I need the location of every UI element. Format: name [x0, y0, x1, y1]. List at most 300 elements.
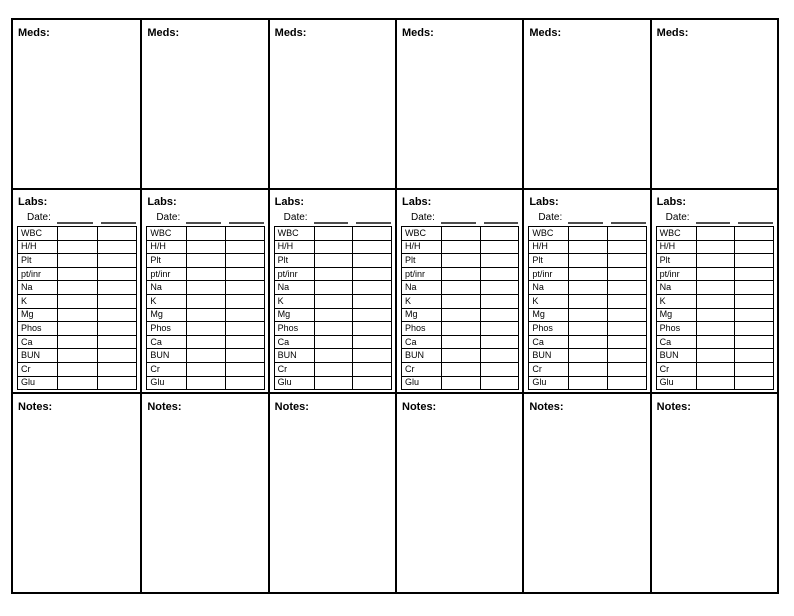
- lab-table-body: [656, 227, 773, 390]
- lab-row: [529, 294, 646, 308]
- lab-row: [529, 227, 646, 241]
- lab-value-cell: [225, 267, 264, 281]
- lab-value-cell: [97, 322, 137, 336]
- date-blank-line: [314, 219, 349, 224]
- lab-row: [656, 254, 773, 268]
- date-blank-line: [229, 219, 264, 224]
- lab-row-label: Glu: [147, 376, 187, 390]
- date-blank-line: [611, 219, 646, 224]
- lab-table: [146, 226, 264, 390]
- lab-row: [18, 308, 137, 322]
- lab-row: [529, 362, 646, 376]
- lab-value-cell: [314, 376, 353, 390]
- lab-row: [147, 376, 264, 390]
- lab-value-cell: [225, 322, 264, 336]
- lab-value-cell: [442, 335, 481, 349]
- lab-value-cell: [442, 267, 481, 281]
- lab-value-cell: [97, 254, 137, 268]
- lab-value-cell: [97, 281, 137, 295]
- labs-section: [652, 190, 777, 394]
- lab-row-label: Plt: [656, 254, 696, 268]
- notes-section: [270, 394, 395, 592]
- lab-value-cell: [442, 254, 481, 268]
- lab-value-cell: [58, 335, 98, 349]
- lab-row: [18, 281, 137, 295]
- lab-value-cell: [187, 349, 226, 363]
- lab-value-cell: [187, 240, 226, 254]
- lab-value-cell: [225, 240, 264, 254]
- lab-row-label: Cr: [529, 362, 569, 376]
- lab-row-label: Ca: [147, 335, 187, 349]
- lab-value-cell: [480, 322, 519, 336]
- lab-value-cell: [569, 281, 608, 295]
- lab-row: [274, 322, 391, 336]
- lab-row: [18, 362, 137, 376]
- lab-row: [274, 254, 391, 268]
- lab-row-label: Ca: [656, 335, 696, 349]
- lab-row-label: Phos: [402, 322, 442, 336]
- lab-value-cell: [480, 349, 519, 363]
- lab-value-cell: [607, 335, 646, 349]
- date-blank-line: [356, 219, 391, 224]
- lab-value-cell: [97, 294, 137, 308]
- lab-value-cell: [569, 294, 608, 308]
- notes-label: Notes:: [402, 401, 437, 413]
- labs-section: [397, 190, 522, 394]
- lab-row-label: pt/inr: [274, 267, 314, 281]
- lab-value-cell: [187, 227, 226, 241]
- lab-row: [529, 267, 646, 281]
- lab-row-label: Cr: [18, 362, 58, 376]
- lab-value-cell: [442, 349, 481, 363]
- lab-value-cell: [314, 227, 353, 241]
- lab-value-cell: [225, 294, 264, 308]
- lab-row-label: Mg: [18, 308, 58, 322]
- date-label: Date:: [156, 212, 181, 223]
- lab-row-label: H/H: [147, 240, 187, 254]
- lab-row-label: pt/inr: [147, 267, 187, 281]
- lab-row-label: K: [656, 294, 696, 308]
- lab-row-label: K: [18, 294, 58, 308]
- lab-value-cell: [480, 362, 519, 376]
- lab-value-cell: [735, 240, 774, 254]
- lab-row: [656, 362, 773, 376]
- lab-row-label: K: [402, 294, 442, 308]
- lab-row-label: Glu: [529, 376, 569, 390]
- lab-row-label: K: [529, 294, 569, 308]
- lab-row-label: BUN: [529, 349, 569, 363]
- lab-row-label: Phos: [656, 322, 696, 336]
- lab-value-cell: [607, 349, 646, 363]
- lab-value-cell: [696, 240, 735, 254]
- lab-row: [529, 335, 646, 349]
- lab-value-cell: [696, 294, 735, 308]
- lab-row-label: WBC: [529, 227, 569, 241]
- lab-row-label: Plt: [147, 254, 187, 268]
- lab-row: [529, 376, 646, 390]
- lab-row: [402, 308, 519, 322]
- lab-row: [656, 267, 773, 281]
- meds-section: [270, 20, 395, 190]
- lab-value-cell: [569, 240, 608, 254]
- lab-row: [147, 335, 264, 349]
- lab-value-cell: [225, 227, 264, 241]
- lab-value-cell: [58, 349, 98, 363]
- lab-row-label: H/H: [18, 240, 58, 254]
- date-label: Date:: [283, 212, 308, 223]
- lab-value-cell: [607, 362, 646, 376]
- notes-section: [13, 394, 140, 592]
- labs-label: Labs:: [274, 196, 304, 208]
- lab-row: [147, 349, 264, 363]
- lab-row-label: Mg: [274, 308, 314, 322]
- labs-section: [524, 190, 649, 394]
- lab-row-label: Ca: [402, 335, 442, 349]
- lab-value-cell: [480, 227, 519, 241]
- date-row: [401, 210, 519, 224]
- lab-row-label: Mg: [656, 308, 696, 322]
- lab-row-label: pt/inr: [402, 267, 442, 281]
- lab-value-cell: [569, 335, 608, 349]
- lab-row: [147, 308, 264, 322]
- date-row: [528, 210, 646, 224]
- lab-table-body: [147, 227, 264, 390]
- lab-row-label: Phos: [147, 322, 187, 336]
- lab-value-cell: [314, 254, 353, 268]
- lab-row-label: Phos: [274, 322, 314, 336]
- lab-row: [656, 240, 773, 254]
- lab-value-cell: [97, 376, 137, 390]
- labs-label: Labs:: [529, 196, 559, 208]
- lab-row: [656, 335, 773, 349]
- notes-label: Notes:: [147, 401, 182, 413]
- lab-value-cell: [735, 294, 774, 308]
- lab-row-label: Na: [147, 281, 187, 295]
- lab-row-label: Cr: [147, 362, 187, 376]
- lab-row: [18, 240, 137, 254]
- lab-value-cell: [58, 254, 98, 268]
- lab-row-label: Cr: [274, 362, 314, 376]
- lab-row: [274, 308, 391, 322]
- lab-row-label: BUN: [402, 349, 442, 363]
- lab-row: [274, 267, 391, 281]
- lab-row-label: H/H: [402, 240, 442, 254]
- lab-value-cell: [569, 362, 608, 376]
- lab-value-cell: [569, 308, 608, 322]
- lab-value-cell: [187, 254, 226, 268]
- lab-value-cell: [696, 376, 735, 390]
- lab-value-cell: [442, 322, 481, 336]
- lab-value-cell: [97, 349, 137, 363]
- lab-row-label: WBC: [147, 227, 187, 241]
- lab-row-label: Na: [402, 281, 442, 295]
- lab-value-cell: [187, 322, 226, 336]
- date-blank-line: [186, 219, 221, 224]
- lab-row-label: Mg: [402, 308, 442, 322]
- lab-row-label: Glu: [274, 376, 314, 390]
- date-label: Date:: [27, 212, 51, 223]
- lab-value-cell: [480, 281, 519, 295]
- lab-row: [147, 322, 264, 336]
- lab-value-cell: [569, 227, 608, 241]
- meds-section: [652, 20, 777, 190]
- lab-value-cell: [480, 254, 519, 268]
- lab-value-cell: [607, 281, 646, 295]
- lab-value-cell: [225, 281, 264, 295]
- lab-row-label: K: [147, 294, 187, 308]
- lab-value-cell: [187, 376, 226, 390]
- lab-row: [147, 294, 264, 308]
- lab-value-cell: [58, 322, 98, 336]
- lab-row-label: Phos: [18, 322, 58, 336]
- lab-row-label: Phos: [529, 322, 569, 336]
- lab-table-body: [18, 227, 137, 390]
- lab-value-cell: [735, 227, 774, 241]
- lab-row-label: Ca: [529, 335, 569, 349]
- lab-value-cell: [97, 335, 137, 349]
- lab-row-label: Na: [274, 281, 314, 295]
- labs-label: Labs:: [656, 196, 686, 208]
- lab-value-cell: [187, 335, 226, 349]
- lab-value-cell: [187, 281, 226, 295]
- lab-row-label: BUN: [147, 349, 187, 363]
- lab-row: [402, 376, 519, 390]
- lab-row: [274, 335, 391, 349]
- lab-table: [17, 226, 137, 390]
- meds-section: [142, 20, 267, 190]
- lab-value-cell: [696, 254, 735, 268]
- lab-row: [402, 254, 519, 268]
- meds-label: Meds:: [529, 27, 562, 39]
- lab-value-cell: [225, 254, 264, 268]
- lab-row: [529, 281, 646, 295]
- lab-row-label: Mg: [529, 308, 569, 322]
- lab-value-cell: [735, 335, 774, 349]
- lab-value-cell: [58, 281, 98, 295]
- lab-value-cell: [225, 362, 264, 376]
- lab-value-cell: [97, 267, 137, 281]
- lab-value-cell: [314, 322, 353, 336]
- lab-value-cell: [314, 281, 353, 295]
- lab-row: [656, 322, 773, 336]
- lab-row: [656, 308, 773, 322]
- lab-row-label: Glu: [402, 376, 442, 390]
- lab-value-cell: [187, 294, 226, 308]
- lab-row: [656, 349, 773, 363]
- lab-table: [528, 226, 646, 390]
- lab-value-cell: [97, 240, 137, 254]
- meds-section: [397, 20, 522, 190]
- labs-label: Labs:: [147, 196, 177, 208]
- lab-row: [147, 227, 264, 241]
- labs-label: Labs:: [402, 196, 432, 208]
- patient-column: [268, 20, 395, 592]
- lab-row: [274, 294, 391, 308]
- lab-row: [529, 349, 646, 363]
- lab-value-cell: [187, 267, 226, 281]
- lab-row-label: Plt: [274, 254, 314, 268]
- lab-value-cell: [97, 227, 137, 241]
- lab-value-cell: [442, 294, 481, 308]
- lab-row: [402, 227, 519, 241]
- lab-row: [656, 376, 773, 390]
- lab-table: [656, 226, 774, 390]
- lab-value-cell: [353, 322, 392, 336]
- lab-row: [402, 322, 519, 336]
- lab-value-cell: [569, 349, 608, 363]
- lab-value-cell: [58, 308, 98, 322]
- lab-value-cell: [696, 362, 735, 376]
- lab-row: [147, 254, 264, 268]
- lab-value-cell: [735, 254, 774, 268]
- lab-value-cell: [569, 267, 608, 281]
- lab-value-cell: [97, 308, 137, 322]
- lab-row-label: Plt: [529, 254, 569, 268]
- notes-section: [652, 394, 777, 592]
- meds-label: Meds:: [147, 27, 180, 39]
- lab-value-cell: [735, 308, 774, 322]
- lab-row-label: WBC: [402, 227, 442, 241]
- lab-row: [18, 254, 137, 268]
- notes-label: Notes:: [656, 401, 691, 413]
- lab-value-cell: [353, 281, 392, 295]
- lab-value-cell: [607, 267, 646, 281]
- rounds-sheet: [11, 18, 779, 594]
- lab-table-body: [529, 227, 646, 390]
- lab-value-cell: [314, 335, 353, 349]
- lab-row: [656, 294, 773, 308]
- patient-column: [522, 20, 649, 592]
- lab-row-label: Glu: [18, 376, 58, 390]
- lab-row-label: WBC: [274, 227, 314, 241]
- date-blank-line: [696, 219, 731, 224]
- date-blank-line: [568, 219, 603, 224]
- lab-row: [18, 349, 137, 363]
- date-label: Date:: [411, 212, 435, 223]
- lab-value-cell: [569, 376, 608, 390]
- lab-value-cell: [696, 349, 735, 363]
- date-blank-line: [101, 219, 137, 224]
- lab-value-cell: [696, 281, 735, 295]
- meds-label: Meds:: [274, 27, 307, 39]
- lab-row-label: WBC: [18, 227, 58, 241]
- patient-column: [650, 20, 777, 592]
- lab-value-cell: [735, 376, 774, 390]
- lab-value-cell: [225, 335, 264, 349]
- lab-value-cell: [696, 227, 735, 241]
- lab-value-cell: [696, 322, 735, 336]
- lab-row-label: Mg: [147, 308, 187, 322]
- lab-value-cell: [187, 308, 226, 322]
- labs-section: [142, 190, 267, 394]
- lab-table-body: [274, 227, 391, 390]
- lab-value-cell: [225, 376, 264, 390]
- lab-row-label: Glu: [656, 376, 696, 390]
- lab-value-cell: [442, 308, 481, 322]
- lab-value-cell: [480, 294, 519, 308]
- date-blank-line: [57, 219, 93, 224]
- lab-row: [147, 281, 264, 295]
- lab-row-label: Na: [18, 281, 58, 295]
- lab-row: [274, 281, 391, 295]
- lab-row: [656, 227, 773, 241]
- lab-row: [147, 267, 264, 281]
- lab-value-cell: [314, 294, 353, 308]
- lab-value-cell: [442, 240, 481, 254]
- lab-row: [274, 349, 391, 363]
- lab-value-cell: [58, 227, 98, 241]
- lab-value-cell: [480, 308, 519, 322]
- lab-value-cell: [314, 349, 353, 363]
- lab-value-cell: [353, 227, 392, 241]
- lab-value-cell: [353, 254, 392, 268]
- notes-section: [142, 394, 267, 592]
- labs-section: [13, 190, 140, 394]
- lab-value-cell: [696, 308, 735, 322]
- lab-value-cell: [58, 362, 98, 376]
- lab-row-label: Na: [656, 281, 696, 295]
- date-blank-line: [441, 219, 476, 224]
- lab-row: [18, 322, 137, 336]
- date-blank-line: [738, 219, 773, 224]
- lab-value-cell: [314, 240, 353, 254]
- date-row: [656, 210, 774, 224]
- lab-value-cell: [735, 322, 774, 336]
- lab-value-cell: [735, 362, 774, 376]
- lab-value-cell: [735, 281, 774, 295]
- lab-row: [147, 240, 264, 254]
- lab-row-label: pt/inr: [18, 267, 58, 281]
- lab-value-cell: [314, 267, 353, 281]
- date-row: [274, 210, 392, 224]
- lab-value-cell: [607, 294, 646, 308]
- lab-value-cell: [442, 227, 481, 241]
- lab-value-cell: [58, 267, 98, 281]
- lab-row-label: H/H: [274, 240, 314, 254]
- lab-value-cell: [353, 335, 392, 349]
- lab-row-label: Na: [529, 281, 569, 295]
- lab-row-label: Cr: [402, 362, 442, 376]
- lab-value-cell: [696, 335, 735, 349]
- lab-row: [402, 240, 519, 254]
- lab-table: [274, 226, 392, 390]
- lab-row-label: pt/inr: [529, 267, 569, 281]
- lab-value-cell: [353, 240, 392, 254]
- lab-row: [274, 227, 391, 241]
- lab-value-cell: [735, 349, 774, 363]
- lab-value-cell: [353, 349, 392, 363]
- lab-value-cell: [225, 308, 264, 322]
- lab-row-label: Cr: [656, 362, 696, 376]
- lab-value-cell: [480, 376, 519, 390]
- lab-value-cell: [480, 335, 519, 349]
- lab-value-cell: [607, 254, 646, 268]
- lab-value-cell: [58, 376, 98, 390]
- lab-row-label: BUN: [274, 349, 314, 363]
- meds-label: Meds:: [18, 27, 50, 39]
- lab-row: [529, 254, 646, 268]
- date-label: Date:: [538, 212, 563, 223]
- patient-column: [395, 20, 522, 592]
- lab-table: [401, 226, 519, 390]
- patient-column: [140, 20, 267, 592]
- lab-value-cell: [607, 322, 646, 336]
- lab-value-cell: [225, 349, 264, 363]
- lab-value-cell: [569, 322, 608, 336]
- lab-row-label: H/H: [656, 240, 696, 254]
- lab-value-cell: [442, 362, 481, 376]
- lab-row: [18, 227, 137, 241]
